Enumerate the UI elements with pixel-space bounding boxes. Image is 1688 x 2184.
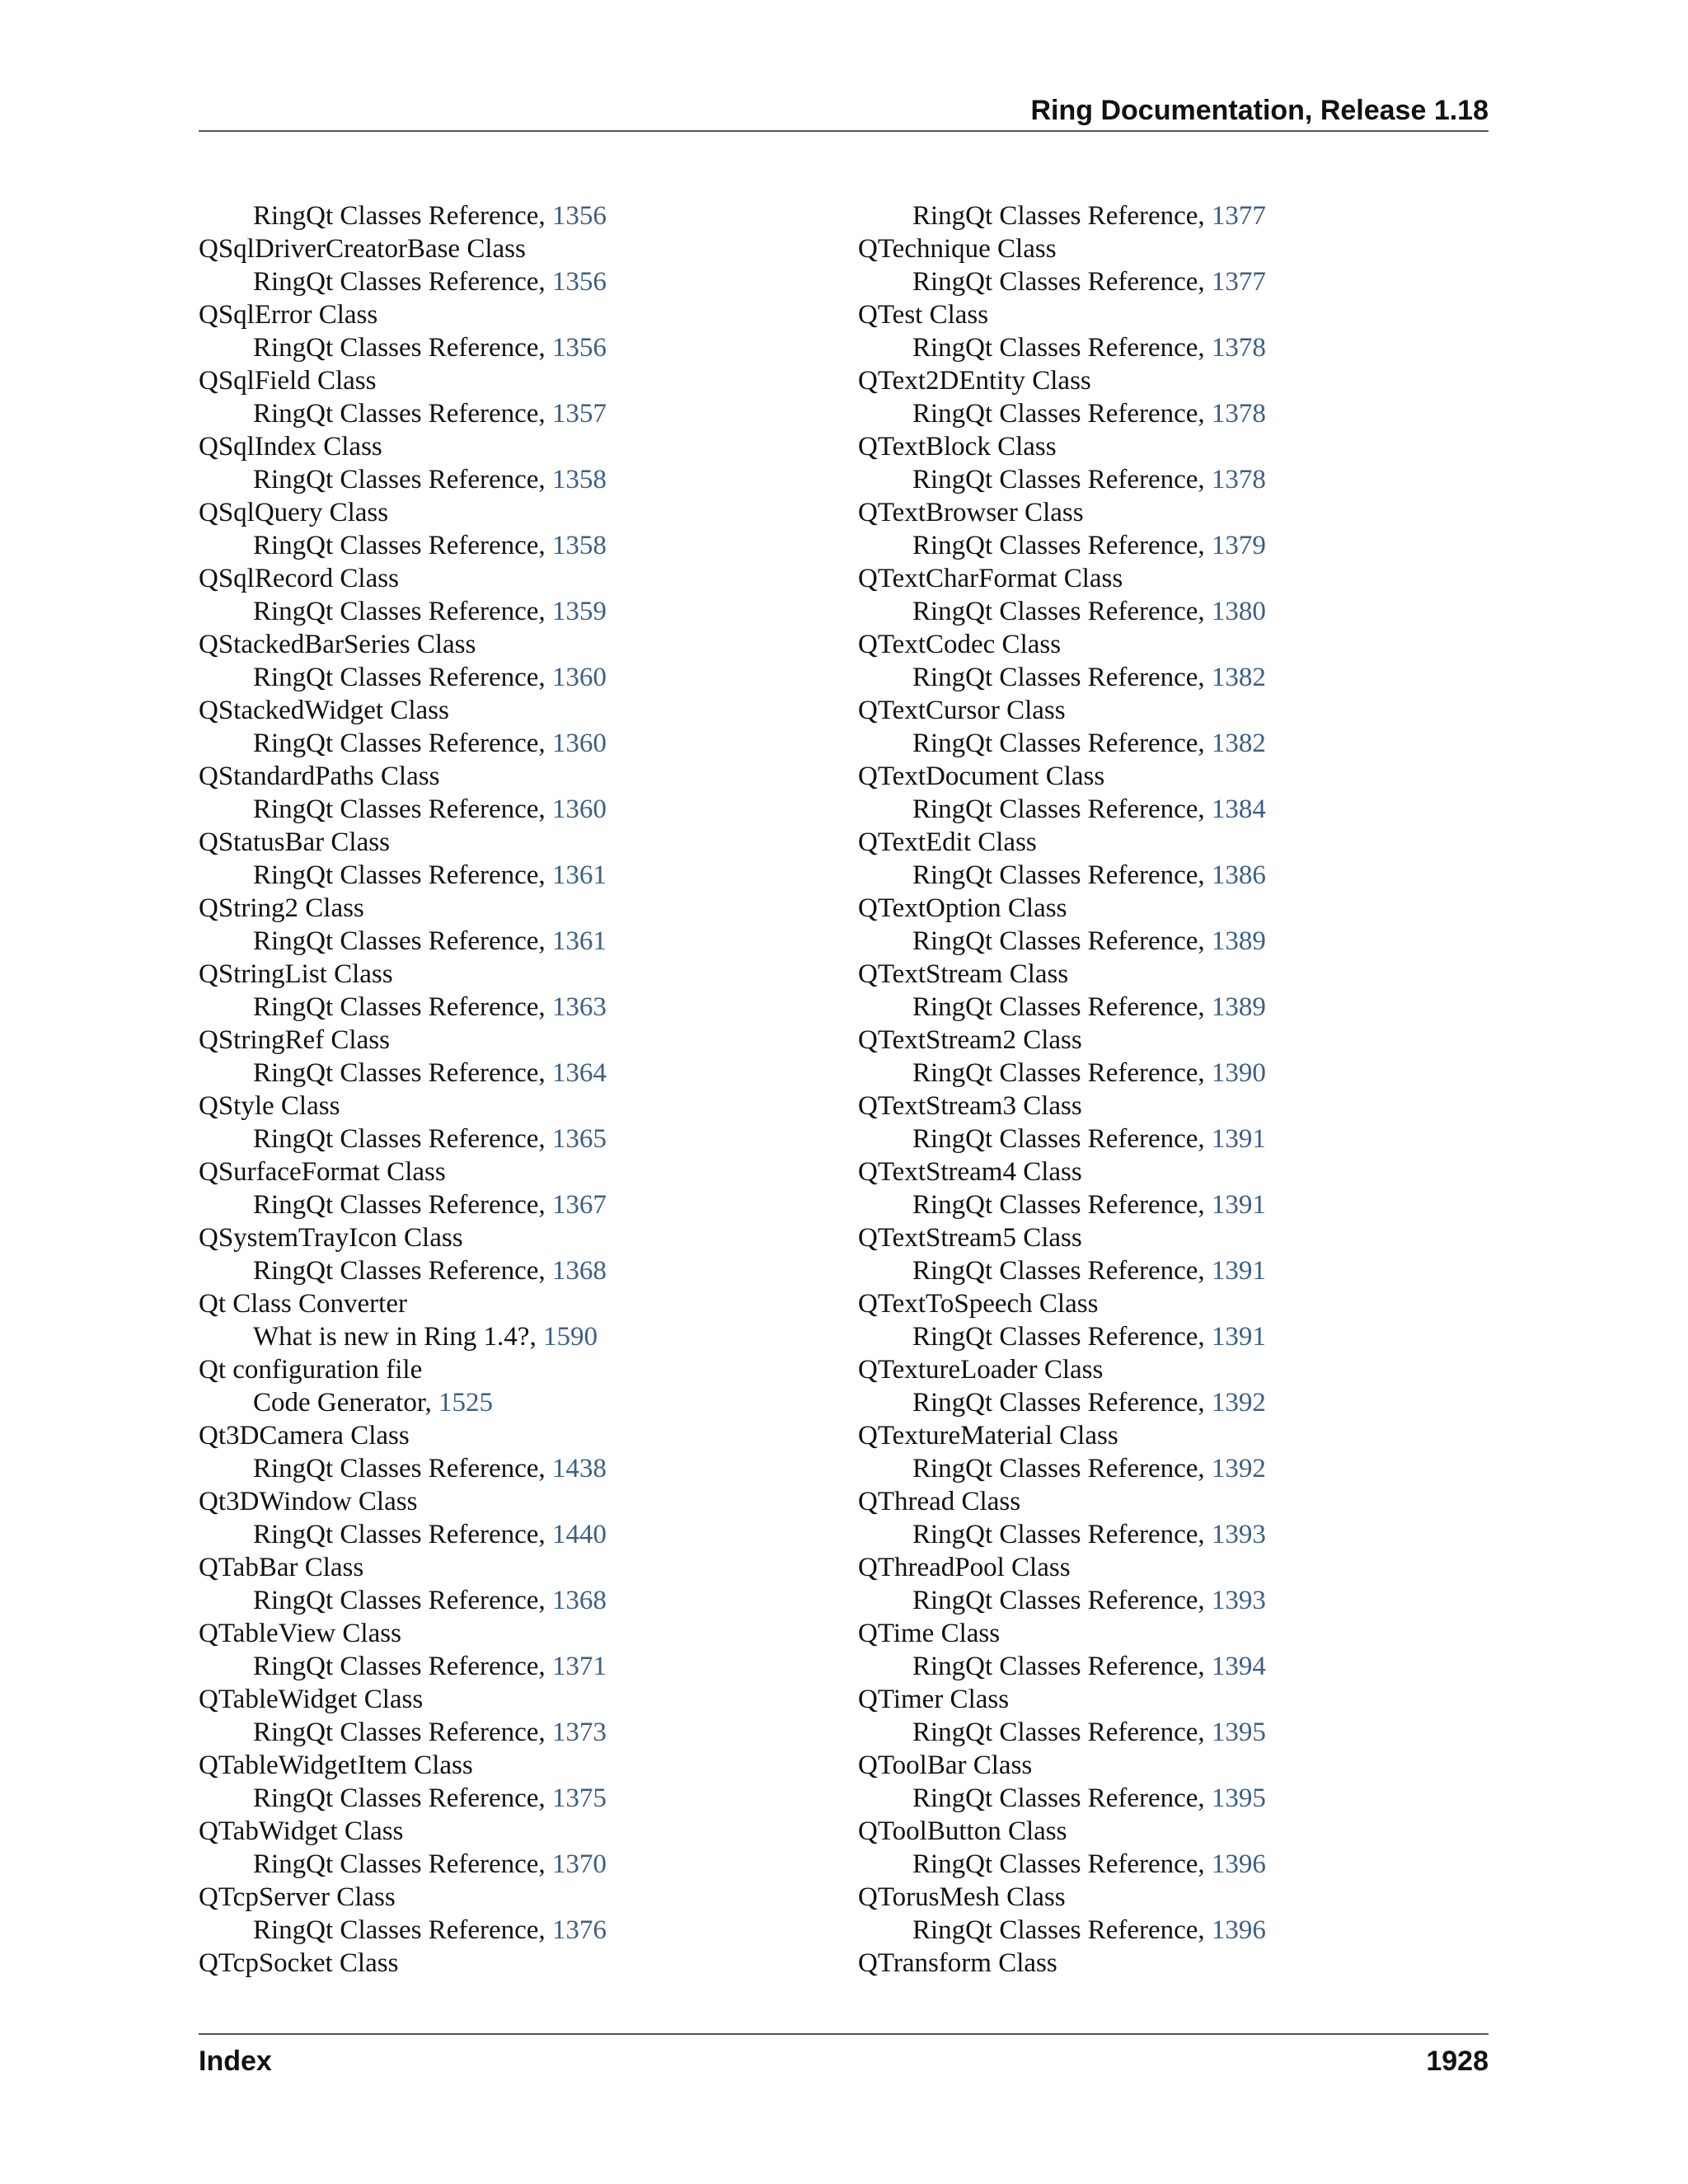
index-subentry (199, 397, 776, 430)
index-entry: QTextStream4 Class (858, 1157, 1082, 1187)
index-subentry (858, 1584, 1435, 1617)
index-entry: QTimer Class (858, 1685, 1010, 1714)
page-reference-link[interactable]: 1382 (1211, 729, 1266, 758)
index-subentry (858, 397, 1435, 430)
index-entry: QTextCursor Class (858, 696, 1066, 725)
document-title: Ring Documentation, Release 1.18 (1030, 95, 1489, 126)
index-entry: QTextCharFormat Class (858, 564, 1123, 593)
index-entry: QText2DEntity Class (858, 366, 1091, 396)
subentry-label: RingQt Classes Reference, (253, 663, 552, 692)
subentry-label: RingQt Classes Reference, (253, 1454, 552, 1483)
index-entry: QTextStream5 Class (858, 1223, 1082, 1253)
index-entry: QString2 Class (199, 893, 364, 923)
index-entry: Qt Class Converter (199, 1289, 407, 1319)
index-subentry (199, 925, 776, 958)
page-reference-link[interactable]: 1389 (1211, 992, 1266, 1022)
index-subentry (199, 1518, 776, 1551)
index-subentry (199, 1188, 776, 1221)
index-subentry (858, 1188, 1435, 1221)
subentry-label: RingQt Classes Reference, (912, 926, 1212, 956)
subentry-label: RingQt Classes Reference, (912, 794, 1212, 824)
subentry-label: RingQt Classes Reference, (253, 333, 552, 363)
page-reference-link[interactable]: 1391 (1211, 1256, 1266, 1286)
page-reference-link[interactable]: 1393 (1211, 1586, 1266, 1615)
index-entry: QStringList Class (199, 959, 393, 989)
page-reference-link[interactable]: 1590 (542, 1322, 598, 1352)
index-entry: QToolBar Class (858, 1750, 1033, 1780)
subentry-label: RingQt Classes Reference, (253, 1586, 552, 1615)
page-reference-link[interactable]: 1356 (551, 201, 607, 231)
index-entry: QSqlQuery Class (199, 498, 389, 527)
index-subentry (858, 1057, 1435, 1090)
page-reference-link[interactable]: 1359 (551, 597, 607, 626)
index-column-right (858, 199, 1435, 1980)
subentry-label: RingQt Classes Reference, (912, 399, 1212, 429)
subentry-label: RingQt Classes Reference, (912, 1849, 1212, 1879)
index-subentry (858, 1386, 1435, 1419)
page-reference-link[interactable]: 1368 (551, 1586, 607, 1615)
index-entry: QTextureMaterial Class (858, 1421, 1118, 1451)
page-reference-link[interactable]: 1391 (1211, 1190, 1266, 1220)
page-reference-link[interactable]: 1392 (1211, 1454, 1266, 1483)
subentry-label: RingQt Classes Reference, (253, 729, 552, 758)
page-reference-link[interactable]: 1357 (551, 399, 607, 429)
page-reference-link[interactable]: 1368 (551, 1256, 607, 1286)
index-entry: QSystemTrayIcon Class (199, 1223, 463, 1253)
index-entry: QStackedBarSeries Class (199, 630, 476, 659)
index-entry: QTableWidget Class (199, 1685, 424, 1714)
index-subentry (858, 1122, 1435, 1155)
index-subentry (858, 1320, 1435, 1353)
page-reference-link[interactable]: 1378 (1211, 333, 1266, 363)
index-entry: QSqlField Class (199, 366, 377, 396)
index-subentry (199, 463, 776, 496)
page-reference-link[interactable]: 1394 (1211, 1652, 1266, 1681)
page-reference-link[interactable]: 1376 (551, 1915, 607, 1945)
index-entry: QStringRef Class (199, 1025, 390, 1055)
subentry-label: RingQt Classes Reference, (253, 201, 552, 231)
page-reference-link[interactable]: 1378 (1211, 465, 1266, 494)
page-reference-link[interactable]: 1379 (1211, 531, 1266, 560)
index-subentry (858, 661, 1435, 694)
page-reference-link[interactable]: 1382 (1211, 663, 1266, 692)
subentry-label: RingQt Classes Reference, (253, 531, 552, 560)
index-subentry (199, 529, 776, 562)
index-subentry (858, 529, 1435, 562)
index-entry: QTableView Class (199, 1619, 401, 1648)
subentry-label: RingQt Classes Reference, (912, 1124, 1212, 1154)
subentry-label: Code Generator, (253, 1388, 439, 1418)
subentry-label: RingQt Classes Reference, (912, 1783, 1212, 1813)
page-reference-link[interactable]: 1367 (551, 1190, 607, 1220)
subentry-label: RingQt Classes Reference, (253, 992, 552, 1022)
page-reference-link[interactable]: 1396 (1211, 1849, 1266, 1879)
index-subentry (858, 727, 1435, 760)
index-entry: QTest Class (858, 300, 989, 330)
subentry-label: RingQt Classes Reference, (912, 860, 1212, 890)
subentry-label: RingQt Classes Reference, (912, 267, 1212, 297)
index-entry: QStandardPaths Class (199, 762, 440, 791)
index-entry: QTechnique Class (858, 234, 1057, 264)
page-reference-link[interactable]: 1371 (551, 1652, 607, 1681)
index-subentry (199, 1254, 776, 1287)
page-header (199, 92, 1489, 132)
index-subentry (199, 1057, 776, 1090)
index-subentry (199, 1452, 776, 1485)
index-subentry (199, 265, 776, 298)
subentry-label: RingQt Classes Reference, (253, 1124, 552, 1154)
subentry-label: RingQt Classes Reference, (912, 1718, 1212, 1747)
subentry-label: RingQt Classes Reference, (912, 1058, 1212, 1088)
page-reference-link[interactable]: 1363 (551, 992, 607, 1022)
subentry-label: RingQt Classes Reference, (912, 1388, 1212, 1418)
page-reference-link[interactable]: 1386 (1211, 860, 1266, 890)
page-footer (199, 2033, 1489, 2077)
index-subentry (199, 1716, 776, 1749)
index-subentry (858, 595, 1435, 628)
index-entry: QTextEdit Class (858, 827, 1037, 857)
index-subentry (199, 793, 776, 826)
index-entry: QTabWidget Class (199, 1816, 404, 1846)
subentry-label: RingQt Classes Reference, (253, 1190, 552, 1220)
index-subentry (199, 1584, 776, 1617)
index-entry: QTime Class (858, 1619, 1001, 1648)
page-reference-link[interactable]: 1389 (1211, 926, 1266, 956)
index-subentry (199, 199, 776, 232)
subentry-label: What is new in Ring 1.4?, (253, 1322, 543, 1352)
index-subentry (858, 859, 1435, 892)
index-subentry (858, 1452, 1435, 1485)
subentry-label: RingQt Classes Reference, (912, 465, 1212, 494)
subentry-label: RingQt Classes Reference, (912, 597, 1212, 626)
subentry-label: RingQt Classes Reference, (253, 399, 552, 429)
page-reference-link[interactable]: 1391 (1211, 1124, 1266, 1154)
index-subentry (858, 991, 1435, 1024)
page-reference-link[interactable]: 1377 (1211, 267, 1266, 297)
index-subentry (858, 331, 1435, 364)
subentry-label: RingQt Classes Reference, (912, 1322, 1212, 1352)
index-entry: QTextStream2 Class (858, 1025, 1082, 1055)
page-reference-link[interactable]: 1356 (551, 333, 607, 363)
index-entry: QThreadPool Class (858, 1553, 1071, 1582)
index-subentry (858, 199, 1435, 232)
subentry-label: RingQt Classes Reference, (912, 1190, 1212, 1220)
index-subentry (199, 331, 776, 364)
footer-page-number: 1928 (1426, 2046, 1489, 2077)
subentry-label: RingQt Classes Reference, (912, 1454, 1212, 1483)
index-entry: QTorusMesh Class (858, 1882, 1066, 1912)
index-subentry (199, 991, 776, 1024)
index-subentry (199, 595, 776, 628)
index-entry: QTextStream Class (858, 959, 1069, 989)
page-reference-link[interactable]: 1392 (1211, 1388, 1266, 1418)
subentry-label: RingQt Classes Reference, (253, 1915, 552, 1945)
index-entry: QStatusBar Class (199, 827, 390, 857)
index-entry: QThread Class (858, 1487, 1021, 1516)
subentry-label: RingQt Classes Reference, (253, 926, 552, 956)
page-reference-link[interactable]: 1525 (438, 1388, 494, 1418)
page-reference-link[interactable]: 1395 (1211, 1718, 1266, 1747)
index-entry: QTextOption Class (858, 893, 1067, 923)
index-entry: Qt3DWindow Class (199, 1487, 418, 1516)
index-entry: QSurfaceFormat Class (199, 1157, 446, 1187)
subentry-label: RingQt Classes Reference, (253, 1718, 552, 1747)
index-entry: QTableWidgetItem Class (199, 1750, 473, 1780)
subentry-label: RingQt Classes Reference, (912, 1520, 1212, 1549)
subentry-label: RingQt Classes Reference, (912, 531, 1212, 560)
index-entry: QTextToSpeech Class (858, 1289, 1099, 1319)
index-subentry (858, 1518, 1435, 1551)
index-subentry (199, 1650, 776, 1683)
index-entry: QSqlDriverCreatorBase Class (199, 234, 526, 264)
index-entry: QTransform Class (858, 1948, 1057, 1978)
index-column-left (199, 199, 776, 1980)
index-subentry (199, 1320, 776, 1353)
index-entry: QSqlError Class (199, 300, 378, 330)
page-reference-link[interactable]: 1356 (551, 267, 607, 297)
page-reference-link[interactable]: 1373 (551, 1718, 607, 1747)
subentry-label: RingQt Classes Reference, (253, 1849, 552, 1879)
index-subentry (199, 727, 776, 760)
index-subentry (858, 1782, 1435, 1815)
subentry-label: RingQt Classes Reference, (912, 333, 1212, 363)
subentry-label: RingQt Classes Reference, (912, 729, 1212, 758)
index-entry: QToolButton Class (858, 1816, 1067, 1846)
index-subentry (858, 925, 1435, 958)
subentry-label: RingQt Classes Reference, (253, 1783, 552, 1813)
index-subentry (858, 1716, 1435, 1749)
subentry-label: RingQt Classes Reference, (912, 663, 1212, 692)
subentry-label: RingQt Classes Reference, (253, 1058, 552, 1088)
page-reference-link[interactable]: 1440 (551, 1520, 607, 1549)
page-reference-link[interactable]: 1360 (551, 729, 607, 758)
subentry-label: RingQt Classes Reference, (253, 1520, 552, 1549)
index-subentry (199, 1848, 776, 1881)
index-subentry (199, 1386, 776, 1419)
index-subentry (858, 1914, 1435, 1947)
subentry-label: RingQt Classes Reference, (253, 794, 552, 824)
page-reference-link[interactable]: 1395 (1211, 1783, 1266, 1813)
index-subentry (858, 1254, 1435, 1287)
index-entry: QTextBlock Class (858, 432, 1057, 462)
subentry-label: RingQt Classes Reference, (912, 992, 1212, 1022)
page-reference-link[interactable]: 1438 (551, 1454, 607, 1483)
index-subentry (858, 1848, 1435, 1881)
index-subentry (199, 1782, 776, 1815)
index-subentry (858, 793, 1435, 826)
index-entry: Qt3DCamera Class (199, 1421, 410, 1451)
index-subentry (858, 463, 1435, 496)
index-entry: QStackedWidget Class (199, 696, 449, 725)
page-reference-link[interactable]: 1375 (551, 1783, 607, 1813)
page-reference-link[interactable]: 1358 (551, 531, 607, 560)
footer-section-label: Index (199, 2046, 272, 2077)
index-entry: QTcpSocket Class (199, 1948, 399, 1978)
index-subentry (199, 1122, 776, 1155)
page-reference-link[interactable]: 1378 (1211, 399, 1266, 429)
subentry-label: RingQt Classes Reference, (912, 1915, 1212, 1945)
page-reference-link[interactable]: 1361 (551, 926, 607, 956)
subentry-label: RingQt Classes Reference, (912, 1256, 1212, 1286)
index-entry: QSqlIndex Class (199, 432, 382, 462)
index-entry: QTextureLoader Class (858, 1355, 1104, 1385)
subentry-label: RingQt Classes Reference, (253, 1256, 552, 1286)
index-subentry (199, 859, 776, 892)
index-entry: QTcpServer Class (199, 1882, 396, 1912)
page-reference-link[interactable]: 1365 (551, 1124, 607, 1154)
index-subentry (858, 265, 1435, 298)
subentry-label: RingQt Classes Reference, (253, 1652, 552, 1681)
page-reference-link[interactable]: 1364 (551, 1058, 607, 1088)
index-subentry (858, 1650, 1435, 1683)
index-entry: QTextStream3 Class (858, 1091, 1082, 1121)
page-reference-link[interactable]: 1358 (551, 465, 607, 494)
page-reference-link[interactable]: 1361 (551, 860, 607, 890)
index-subentry (199, 1914, 776, 1947)
subentry-label: RingQt Classes Reference, (912, 1652, 1212, 1681)
index-entry: Qt configuration file (199, 1355, 423, 1385)
index-entry: QTextDocument Class (858, 762, 1105, 791)
index-entry: QTextBrowser Class (858, 498, 1084, 527)
subentry-label: RingQt Classes Reference, (253, 465, 552, 494)
subentry-label: RingQt Classes Reference, (253, 597, 552, 626)
page-reference-link[interactable]: 1380 (1211, 597, 1266, 626)
index-entry: QSqlRecord Class (199, 564, 399, 593)
index-entry: QStyle Class (199, 1091, 340, 1121)
page-reference-link[interactable]: 1360 (551, 794, 607, 824)
page-reference-link[interactable]: 1370 (551, 1849, 607, 1879)
page-reference-link[interactable]: 1396 (1211, 1915, 1266, 1945)
page-reference-link[interactable]: 1393 (1211, 1520, 1266, 1549)
index-entry: QTabBar Class (199, 1553, 364, 1582)
page-reference-link[interactable]: 1390 (1211, 1058, 1266, 1088)
page-reference-link[interactable]: 1391 (1211, 1322, 1266, 1352)
page-reference-link[interactable]: 1384 (1211, 794, 1266, 824)
page-reference-link[interactable]: 1377 (1211, 201, 1266, 231)
index-subentry (199, 661, 776, 694)
subentry-label: RingQt Classes Reference, (253, 860, 552, 890)
subentry-label: RingQt Classes Reference, (253, 267, 552, 297)
subentry-label: RingQt Classes Reference, (912, 201, 1212, 231)
subentry-label: RingQt Classes Reference, (912, 1586, 1212, 1615)
index-entry: QTextCodec Class (858, 630, 1062, 659)
page-reference-link[interactable]: 1360 (551, 663, 607, 692)
